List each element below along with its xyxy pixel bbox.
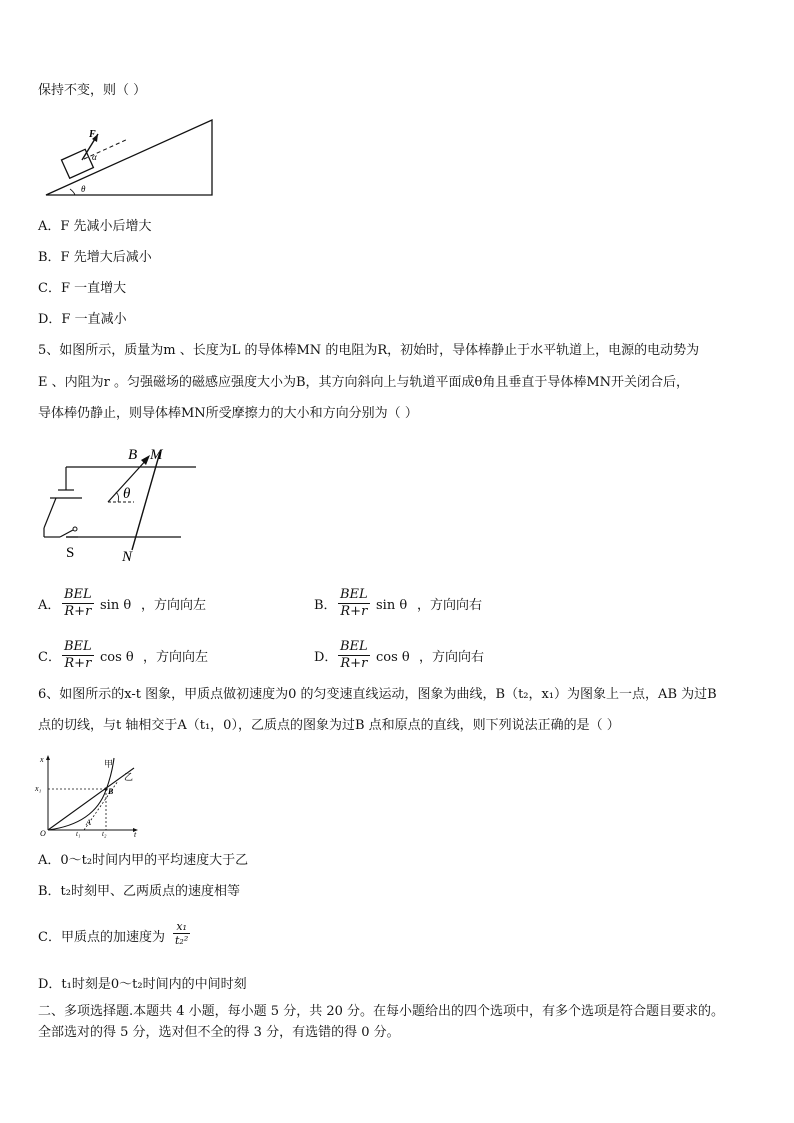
q5-option-a-fraction: BEL R+r [64,587,92,619]
q4-option-d: D．F 一直减小 [38,312,127,327]
section2-heading-line2: 全部选对的得 5 分，选对但不全的得 3 分，有选错的得 0 分。 [38,1025,400,1040]
section2-heading-line1: 二、多项选择题.本题共 4 小题，每小题 5 分，共 20 分。在每小题给出的四个选项中，有多个选项是符合题目要求的。 [38,1004,725,1019]
q5-option-b-func: sin θ [376,598,408,613]
t2-label: t₂ [102,830,107,838]
q5-option-d-direction: ，方向向右 [419,650,485,665]
force-label: F [89,129,96,140]
q4-option-c: C．F 一直增大 [38,281,127,296]
alpha-label: α [92,152,97,162]
switch-label: S [66,545,75,561]
xt-graph-figure [34,752,144,838]
rails-circuit-figure [36,440,206,565]
theta-label: θ [81,184,86,194]
q5-option-c-fraction: BEL R+r [64,639,92,671]
q5-option-d-func: cos θ [376,650,410,665]
q5-option-c-direction: ，方向向左 [143,650,209,665]
t-axis-label: t [134,830,137,838]
q6-option-b: B．t₂时刻甲、乙两质点的速度相等 [38,884,240,899]
q5-option-d-fraction: BEL R+r [340,639,368,671]
q5-option-a-direction: ，方向向左 [141,598,207,613]
q6-option-c-fraction: $\frac{\text{x₁}}{\text{t₂²}}$ [175,920,189,947]
question-continuation: 保持不变，则（ ） [38,83,147,98]
q5-stem-line1: 5、如图所示，质量为m 、长度为L 的导体棒MN 的电阻为R，初始时，导体棒静止于水平轨道上，电源的电动势为 [38,343,700,358]
q5-option-c-letter: C． [38,650,61,665]
q6-option-d: D．t₁时刻是0～t₂时间内的中间时刻 [38,977,247,992]
q6-stem-line1: 6、如图所示的x-t 图象，甲质点做初速度为0 的匀变速直线运动，图象为曲线，B（t₂，x₁）为图象上一点，AB 为过B [38,687,717,702]
n-label: N [122,549,133,565]
q5-option-d-letter: D． [314,650,338,665]
incline-figure [40,115,220,200]
yi-label: 乙 [124,773,134,783]
q5-option-b-fraction: BEL R+r [340,587,368,619]
q5-stem-line3: 导体棒仍静止，则导体棒MN所受摩擦力的大小和方向分别为（ ） [38,406,418,421]
point-a-label: A [86,818,91,827]
origin-label: O [40,829,46,838]
q5-option-a-func: sin θ [100,598,132,613]
q5-option-c-func: cos θ [100,650,134,665]
q5-option-a-letter: A． [38,598,61,613]
x1-label: x₁ [35,784,42,793]
x-axis-label: x [40,755,44,764]
q6-option-c: C．甲质点的加速度为 [38,930,165,945]
m-label: M [150,447,163,463]
q5-option-b-letter: B． [314,598,337,613]
q5-option-b-direction: ，方向向右 [417,598,483,613]
q4-option-a: A．F 先减小后增大 [38,219,152,234]
point-b-label: B [108,787,114,796]
jia-label: 甲 [104,760,114,770]
q4-option-b: B．F 先增大后减小 [38,250,152,265]
theta-label: θ [123,486,131,502]
b-field-label: B [128,447,138,463]
t1-label: t₁ [76,830,81,838]
q6-option-a: A．0～t₂时间内甲的平均速度大于乙 [38,853,249,868]
q6-stem-line2: 点的切线，与t 轴相交于A（t₁，0），乙质点的图象为过B 点和原点的直线，则下列说法正确的是（ ） [38,718,620,733]
q5-stem-line2: E 、内阻为r 。匀强磁场的磁感应强度大小为B，其方向斜向上与轨道平面成θ角且垂直于导体棒MN开关闭合后， [38,375,690,390]
